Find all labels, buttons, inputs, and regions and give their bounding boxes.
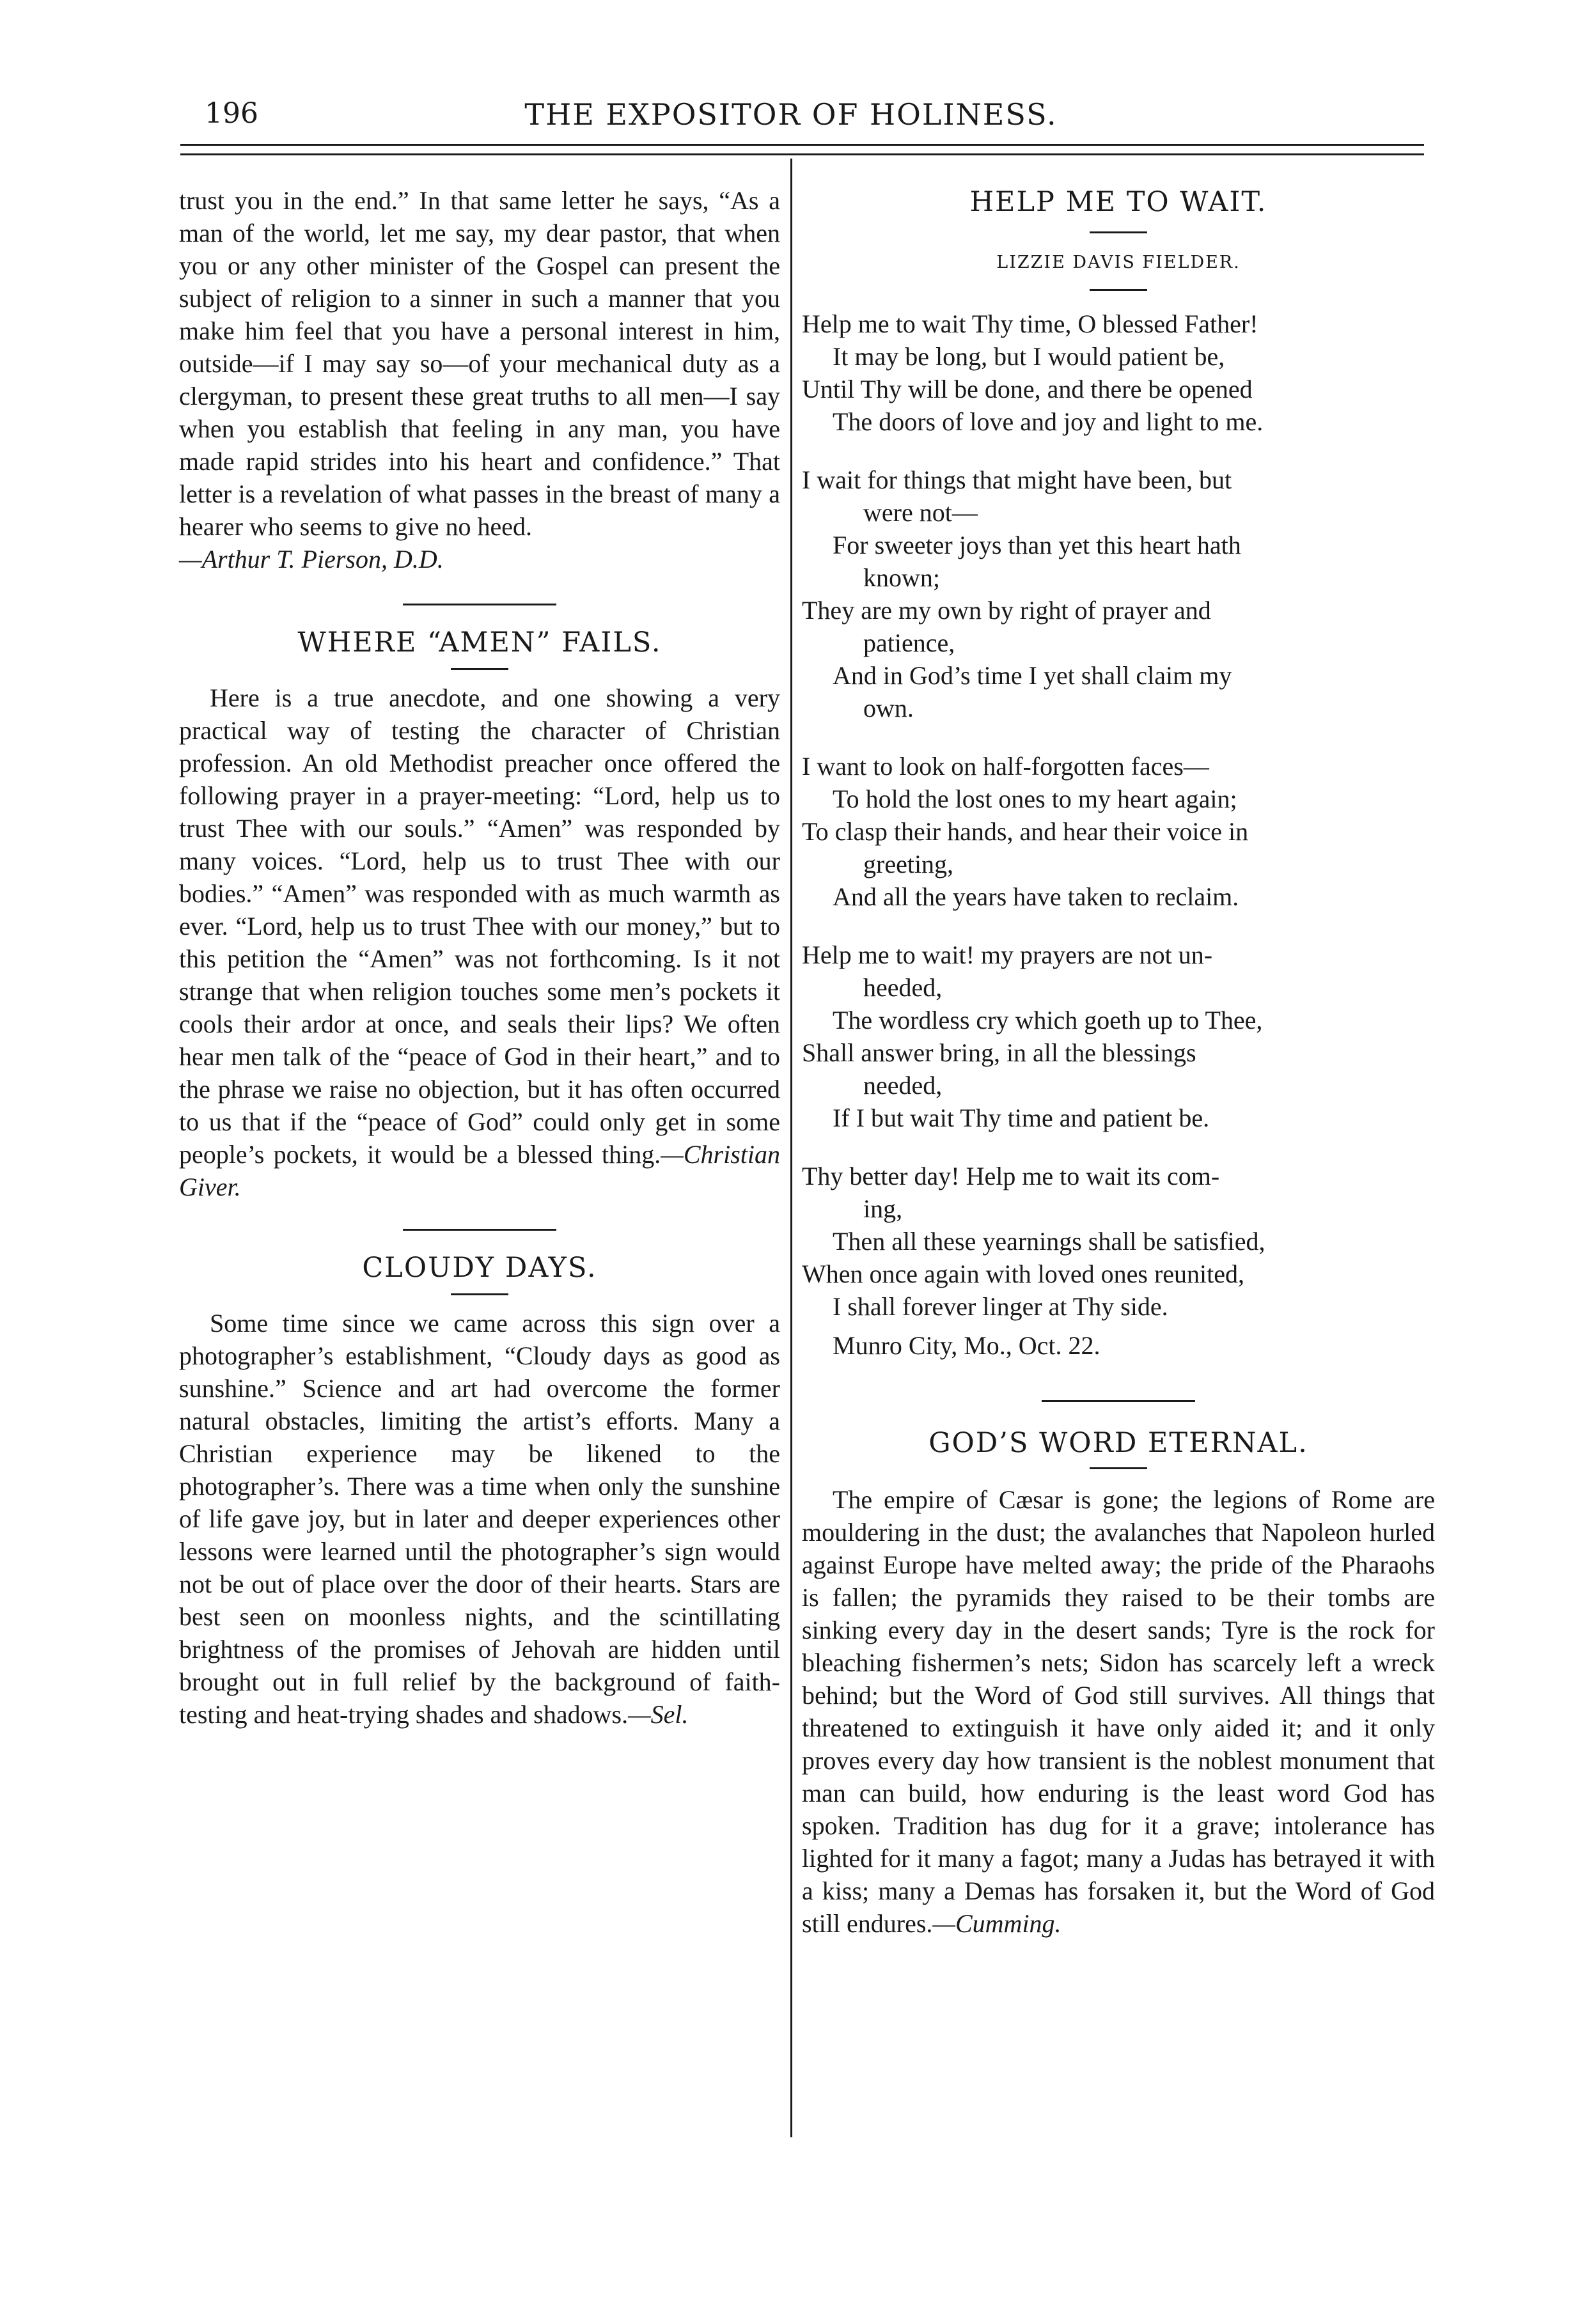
poem-line: known; [863,563,940,592]
poem-line: Help me to wait! my prayers are not un- [802,940,1213,969]
header-rule-double [180,153,1424,155]
poem-line: It may be long, but I would patient be, [833,342,1225,371]
header-rule [180,144,1424,146]
poem-stanza [802,939,1435,1134]
poem-line: needed, [863,1071,943,1100]
article-title-amen: WHERE “AMEN” FAILS. [297,627,662,659]
section-rule [403,1229,556,1231]
poem-title: HELP ME TO WAIT. [969,186,1267,218]
poem-line: I wait for things that might have been, but [802,465,1232,494]
poem-line: ing, [863,1194,903,1223]
poem-line: They are my own by right of prayer and [802,596,1211,625]
intro-attribution: —Arthur T. Pierson, D.D. [179,545,444,573]
poem-line: I shall forever linger at Thy side. [833,1292,1168,1321]
page-number: 196 [205,97,258,130]
gods-word-source: —Cumming. [932,1909,1061,1938]
cloudy-text: Some time since we came across this sign over a photographer’s establishment, “Cloudy days as good as sunshine.” Science and art had overcome the former natural obstacles, limiting the artist’s efforts. Many a Christian experience may be likened to the photographer’s. There was a time when only the sunshine of life gave joy, but in later and deeper experiences other lessons were learned until the photographer’s sign would not be out of place over the door of their hearts. Stars are best seen on moonless nights, and the scintillating brightness of the promises of Jehovah are hidden until brought out in full relief by the background of faith-testing and heat-trying shades and shadows. [179,1309,780,1729]
cloudy-source: —Sel. [628,1700,689,1729]
poem-line: And in God’s time I yet shall claim my [833,661,1232,690]
amen-source: —Christian Giver. [179,1140,780,1201]
intro-paragraph [179,184,780,543]
section-rule [403,604,556,605]
poem-stanza [802,464,1435,724]
poem-line: greeting, [863,850,954,878]
poem-line: To hold the lost ones to my heart again; [833,784,1237,813]
intro-attribution-line [179,543,780,575]
poem-line: Then all these yearnings shall be satisfied, [833,1227,1265,1256]
poem-line: For sweeter joys than yet this heart hath [833,531,1241,559]
poem-stanza [802,750,1435,913]
poem-author: LIZZIE DAVIS FIELDER. [996,253,1241,272]
article-body-gods-word [802,1483,1435,1940]
poem-line: I want to look on half-forgotten faces— [802,752,1209,781]
poem-line: To clasp their hands, and hear their voice in [802,817,1249,846]
title-rule [1090,289,1147,291]
poem-line: When once again with loved ones reunited, [802,1259,1244,1288]
section-rule [1042,1400,1195,1402]
poem-line: Help me to wait Thy time, O blessed Father! [802,309,1258,338]
poem-line: The doors of love and joy and light to me. [833,407,1264,436]
poem-line: heeded, [863,973,943,1002]
gods-word-text: The empire of Cæsar is gone; the legions of Rome are mouldering in the dust; the avalanches that Napoleon hurled against Europe have melted away; the pride of the Pharaohs is fallen; the pyramids they raised to be their tombs are sinking every day in the desert sands; Tyre is the rock for bleaching fishermen’s nets; Sidon has scarcely left a wreck behind; but the Word of God still survives. All things that threatened to extinguish it have only aided it; and it only proves every day how transient is the noblest monument that man can build, how enduring is the least word God has spoken. Tradition has dug for it a grave; intolerance has lighted for it many a fagot; many a Judas has betrayed it with a kiss; many a Demas has forsaken it, but the Word of God still endures. [802,1485,1435,1938]
article-title-cloudy: CLOUDY DAYS. [362,1252,597,1284]
article-title-gods-word: GOD’S WORD ETERNAL. [928,1427,1308,1459]
running-head-title: THE EXPOSITOR OF HOLINESS. [524,97,1058,132]
title-rule [1090,231,1147,233]
article-body-amen [179,682,780,1203]
poem-line: Until Thy will be done, and there be opened [802,375,1253,403]
poem-line: were not— [863,498,978,527]
title-rule [1090,1467,1147,1469]
poem-line: own. [863,694,914,722]
title-rule [451,1293,508,1295]
amen-text: Here is a true anecdote, and one showing a very practical way of testing the character of Christian profession. An old Methodist preacher once offered the following prayer in a prayer-meeting: “Lord, help us to trust Thee with our souls.” “Amen” was responded by many voices. “Lord, help us to trust Thee with our bodies.” “Amen” was responded with as much warmth as ever. “Lord, help us to trust Thee with our money,” but to this petition the “Amen” was not forthcoming. Is it not strange that when religion touches some men’s pockets it cools their ardor at once, and seals their lips? We often hear men talk of the “peace of God in their heart,” and to the phrase we raise no objection, but it has often occurred to us that if the “peace of God” could only get in some people’s pockets, it would be a blessed thing. [179,683,780,1169]
left-column [179,184,780,1731]
article-body-cloudy [179,1307,780,1731]
intro-text: trust you in the end.” In that same letter he says, “As a man of the world, let me say, my dear pastor, that when you or any other minister of the Gospel can present the subject of religion to a sinner in such a manner that you make him feel that you have a personal interest in him, outside—if I may say so—of your mechanical duty as a clergyman, to present these great truths to all men—I say when you establish that feeling in any man, you have made rapid strides into his heart and confidence.” That letter is a revelation of what passes in the breast of many a hearer who seems to give no heed. [179,186,780,541]
column-divider [790,159,792,2137]
poem-line: The wordless cry which goeth up to Thee, [833,1006,1263,1034]
poem-stanza [802,308,1435,438]
title-rule [451,668,508,670]
poem-stanza [802,1160,1435,1323]
poem-place-date: Munro City, Mo., Oct. 22. [833,1331,1100,1360]
poem-line: And all the years have taken to reclaim. [833,882,1239,911]
poem-line: patience, [863,628,955,657]
poem-line: If I but wait Thy time and patient be. [833,1104,1210,1132]
poem-line: Shall answer bring, in all the blessings [802,1038,1196,1067]
right-column [802,184,1435,1940]
poem-line: Thy better day! Help me to wait its com- [802,1162,1220,1190]
